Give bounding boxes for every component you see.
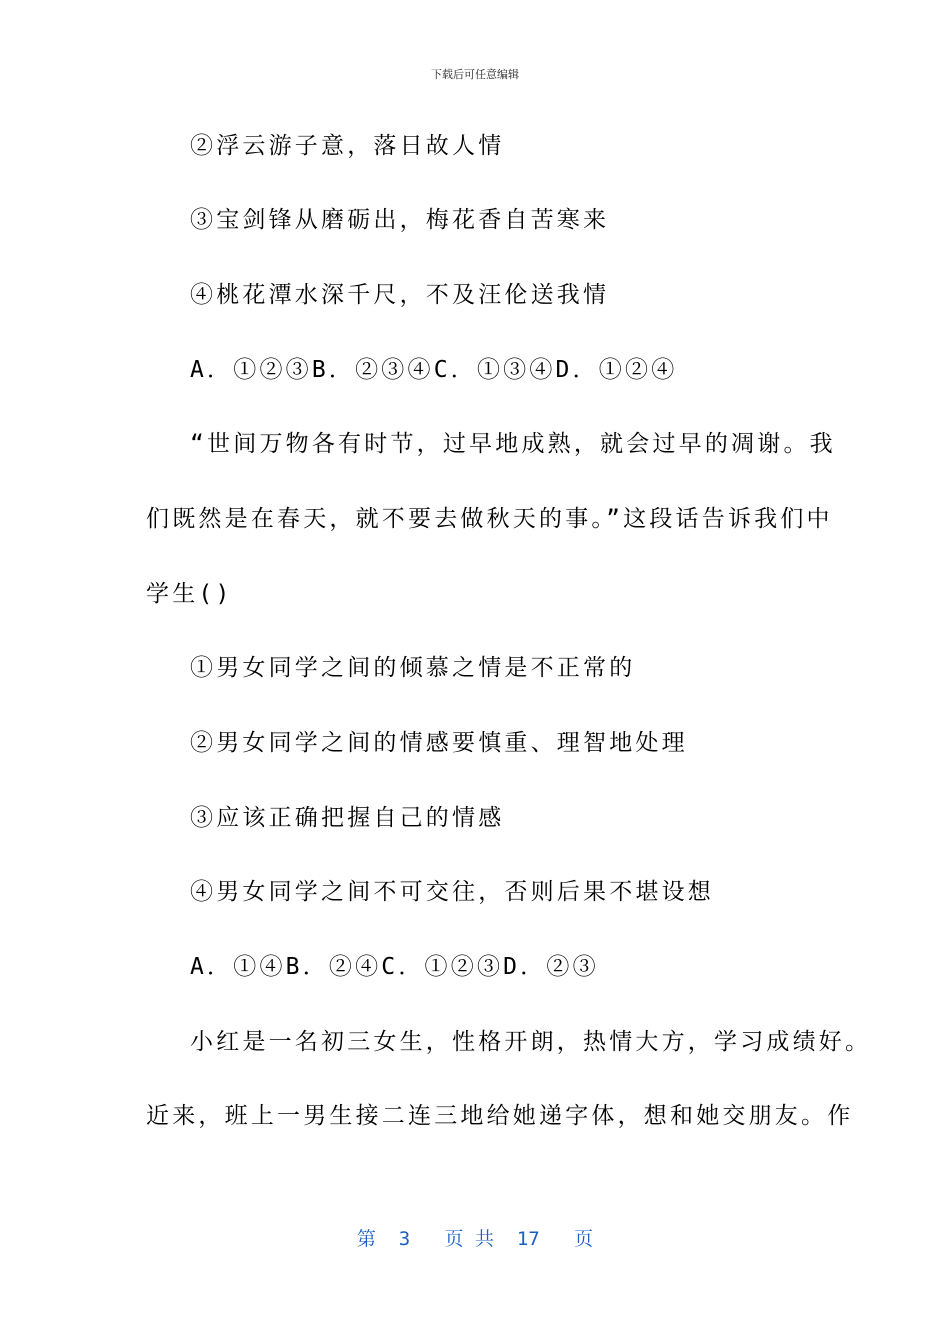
- statement-4: ④男女同学之间不可交往，否则后果不堪设想: [190, 879, 714, 905]
- answer-choices-1: A．①②③B．②③④C．①③④D．①②④: [190, 357, 678, 383]
- page-header: 下载后可任意编辑: [431, 68, 519, 81]
- option-line-3: ③宝剑锋从磨砺出，梅花香自苦寒来: [190, 207, 610, 233]
- statement-3: ③应该正确把握自己的情感: [190, 805, 505, 831]
- question-2-line-3: 学生(): [146, 581, 233, 607]
- statement-2: ②男女同学之间的情感要慎重、理智地处理: [190, 730, 688, 756]
- option-line-2: ②浮云游子意，落日故人情: [190, 133, 505, 159]
- question-2-line-2: 们既然是在春天，就不要去做秋天的事。”这段话告诉我们中: [146, 506, 833, 532]
- option-line-4: ④桃花潭水深千尺，不及汪伦送我情: [190, 282, 610, 308]
- answer-choices-2: A．①④B．②④C．①②③D．②③: [190, 954, 599, 980]
- question-2-line-1: “世间万物各有时节，过早地成熟，就会过早的凋谢。我: [190, 431, 836, 457]
- statement-1: ①男女同学之间的倾慕之情是不正常的: [190, 655, 636, 681]
- question-3-line-2: 近来，班上一男生接二连三地给她递字体，想和她交朋友。作: [146, 1103, 854, 1129]
- page-footer: 第 3 页 共 17 页: [356, 1228, 594, 1250]
- question-3-line-1: 小红是一名初三女生，性格开朗，热情大方，学习成绩好。: [190, 1029, 872, 1055]
